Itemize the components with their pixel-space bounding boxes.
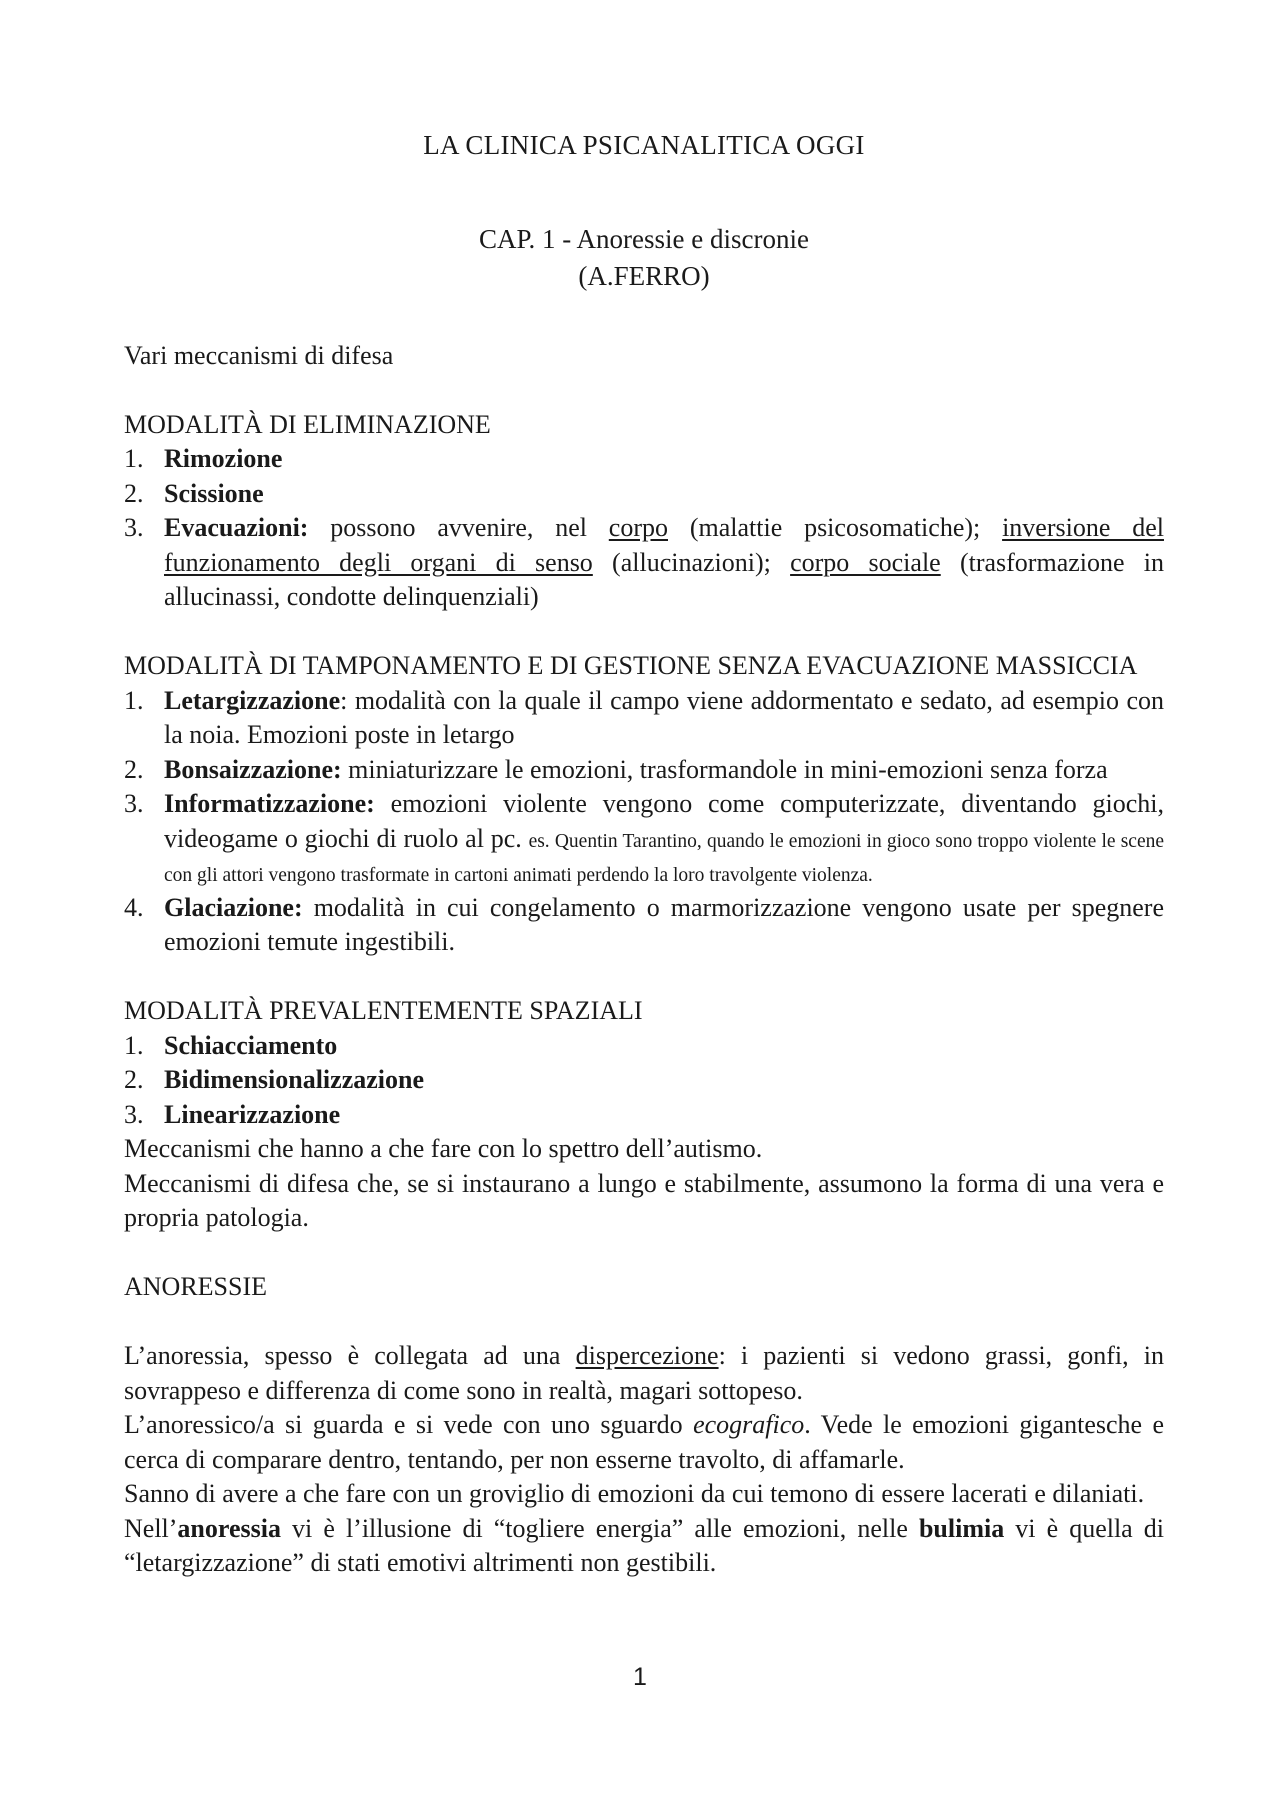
list-number: 3.: [124, 513, 144, 542]
list-text: emozioni violente vengono come computerizzate, diventando giochi, videogame o giochi di ruolo al pc.: [164, 789, 1164, 853]
list-text: (trasformazione in allucinassi, condotte delinquenziali): [164, 547, 1164, 611]
section-heading: MODALITÀ DI ELIMINAZIONE: [124, 409, 491, 439]
underlined-term: corpo sociale: [790, 547, 941, 577]
list-text: modalità in cui congelamento o marmorizzazione vengono usate per spegnere emozioni temute ingestibili.: [164, 892, 1164, 956]
list-item: [124, 787, 1164, 891]
paragraph: [124, 1408, 1164, 1477]
list-term: Letargizzazione: [164, 685, 341, 715]
underlined-term: inversione del funzionamento degli organi di senso: [164, 513, 1164, 577]
bold-term: bulimia: [918, 1513, 1005, 1543]
section-tamponamento: [124, 649, 1164, 960]
list-item: [124, 684, 1164, 753]
list-number: 2.: [124, 754, 144, 784]
underlined-term: corpo: [608, 513, 668, 542]
section-heading: MODALITÀ DI TAMPONAMENTO E DI GESTIONE SENZA EVACUAZIONE MASSICCIA: [124, 651, 1138, 680]
list-number: 3.: [124, 1099, 144, 1129]
bold-term: anoressia: [177, 1513, 281, 1543]
paragraph: [124, 1339, 1164, 1408]
paragraph: [124, 1512, 1164, 1581]
tamponamento-list: [124, 684, 1164, 960]
chapter-author: (A.FERRO): [578, 260, 710, 291]
paragraph-text: vi è quella di “letargizzazione” di stati emotivi altrimenti non gestibili.: [124, 1513, 1165, 1577]
list-number: 1.: [124, 444, 144, 473]
list-text: miniaturizzare le emozioni, trasformandole in mini-emozioni senza forza: [341, 754, 1108, 784]
list-term: Scissione: [164, 478, 264, 508]
paragraph-text: Nell’: [124, 1513, 178, 1543]
paragraph-text: L’anoressia, spesso è collegata ad una: [124, 1341, 576, 1370]
list-term: Rimozione: [164, 444, 283, 473]
list-number: 3.: [124, 789, 144, 818]
list-text: possono avvenire, nel: [308, 513, 609, 542]
list-number: 1.: [124, 685, 144, 715]
list-item: [124, 1063, 1164, 1098]
section-anoressie: [124, 1270, 1164, 1581]
chapter-heading: [124, 221, 1164, 295]
section-heading: ANORESSIE: [124, 1272, 268, 1301]
list-number: 2.: [124, 478, 144, 508]
section-spaziali: [124, 994, 1164, 1236]
paragraph-text: vi è l’illusione di “togliere energia” alle emozioni, nelle: [280, 1513, 919, 1543]
list-text: (malattie psicosomatiche);: [668, 513, 1003, 542]
list-term: Bidimensionalizzazione: [164, 1065, 424, 1094]
paragraph-text: : i pazienti si vedono grassi, gonfi, in sovrappeso e differenza di come sono in realtà, magari sottopeso.: [124, 1341, 1164, 1405]
example-note: es. Quentin Tarantino, quando le emozioni in gioco sono troppo violente le scene con gli attori vengono trasformate in cartoni animati perdendo la loro travolgente violenza.: [164, 830, 1165, 886]
list-term: Glaciazione:: [164, 892, 303, 922]
list-text: : modalità con la quale il campo viene addormentato e sedato, ad esempio con la noia. Emozioni poste in letargo: [164, 685, 1164, 749]
paragraph: Meccanismi di difesa che, se si instaurano a lungo e stabilmente, assumono la forma di una vera e propria patologia.: [124, 1168, 1164, 1232]
list-item: [124, 1098, 1164, 1133]
italic-term: ecografico: [693, 1410, 805, 1439]
list-item: [124, 891, 1164, 960]
list-item: [124, 511, 1164, 615]
list-term: Informatizzazione:: [164, 789, 375, 818]
paragraph: Meccanismi che hanno a che fare con lo spettro dell’autismo.: [124, 1134, 763, 1163]
elimination-list: [124, 442, 1164, 615]
document-title: LA CLINICA PSICANALITICA OGGI: [423, 130, 865, 160]
page-number: 1: [633, 1663, 647, 1691]
list-term: Schiacciamento: [164, 1030, 338, 1060]
list-item: [124, 753, 1164, 788]
list-item: [124, 477, 1164, 512]
paragraph-text: L’anoressico/a si guarda e si vede con uno sguardo: [124, 1410, 694, 1439]
paragraph: Sanno di avere a che fare con un groviglio di emozioni da cui temono di essere lacerati e dilaniati.: [124, 1479, 1145, 1508]
underlined-term: dispercezione: [575, 1341, 719, 1370]
paragraph-text: . Vede le emozioni gigantesche e cerca di comparare dentro, tentando, per non esserne travolto, di affamarle.: [124, 1410, 1164, 1474]
list-term: Evacuazioni:: [164, 513, 309, 542]
list-number: 4.: [124, 892, 144, 922]
list-term: Bonsaizzazione:: [164, 754, 342, 784]
list-number: 2.: [124, 1065, 144, 1094]
spaziali-list: [124, 1029, 1164, 1133]
list-number: 1.: [124, 1030, 144, 1060]
document-page: [124, 128, 1164, 1581]
section-elimination: [124, 408, 1164, 615]
chapter-title: CAP. 1 - Anoressie e discronie: [479, 223, 809, 254]
list-text: (allucinazioni);: [592, 547, 791, 577]
list-item: [124, 1029, 1164, 1064]
intro-text: Vari meccanismi di difesa: [124, 340, 394, 370]
list-term: Linearizzazione: [164, 1099, 341, 1129]
section-heading: MODALITÀ PREVALENTEMENTE SPAZIALI: [124, 996, 643, 1025]
list-item: [124, 442, 1164, 477]
